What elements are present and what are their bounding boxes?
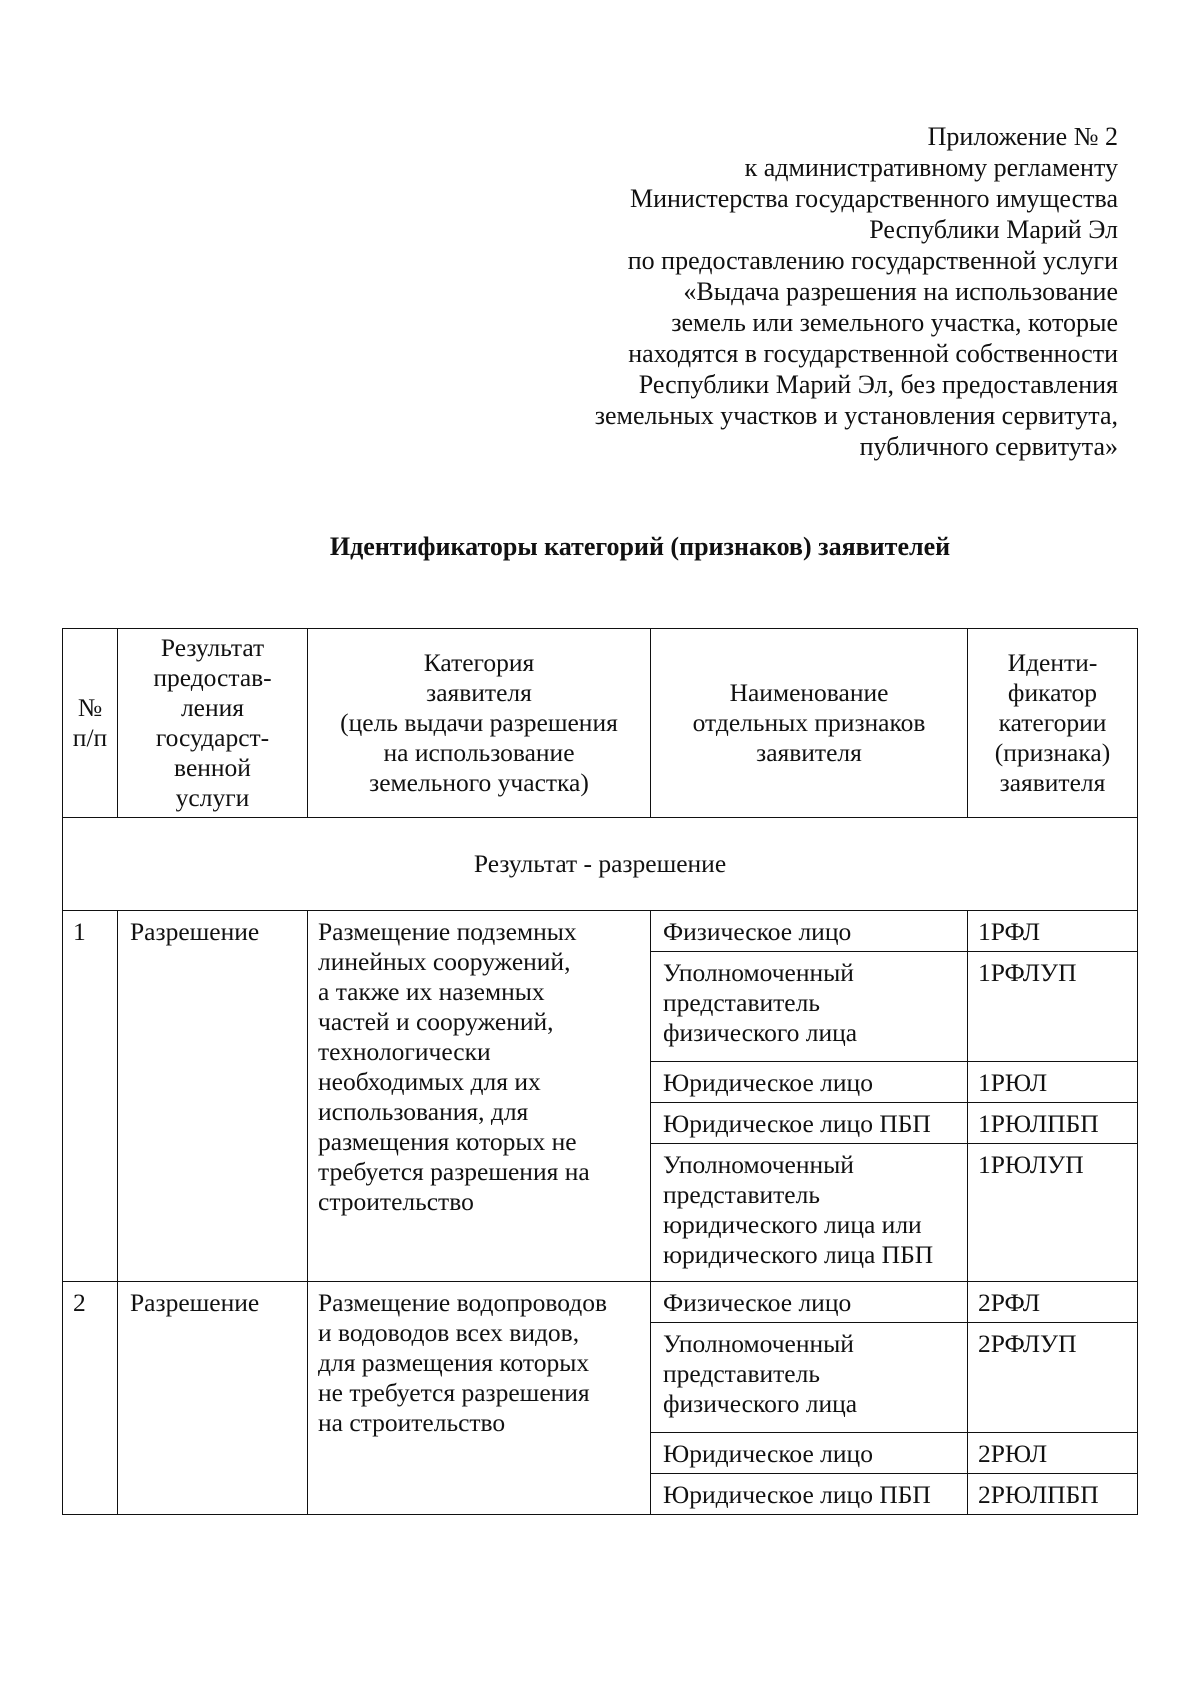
appendix-line: земель или земельного участка, которые xyxy=(671,308,1118,337)
appendix-line: Республики Марий Эл xyxy=(869,215,1118,244)
row-attribute: Уполномоченный представитель физического лица xyxy=(651,952,968,1062)
section-row xyxy=(63,818,1138,911)
row-attribute: Уполномоченный представитель юридического лица или юридического лица ПБП xyxy=(651,1144,968,1282)
row-attribute: Юридическое лицо xyxy=(651,1062,968,1103)
row-identifier: 1РФЛУП xyxy=(968,952,1138,1062)
row-identifier: 1РФЛ xyxy=(968,911,1138,952)
table-row xyxy=(63,911,1138,952)
header-num: № п/п xyxy=(63,629,118,818)
row-identifier: 1РЮЛ xyxy=(968,1062,1138,1103)
appendix-line: находятся в государственной собственности xyxy=(628,339,1118,368)
appendix-line: земельных участков и установления сервитута, xyxy=(594,401,1118,430)
row-identifier: 2РЮЛПБП xyxy=(968,1474,1138,1515)
table-row xyxy=(63,1282,1138,1323)
row-identifier: 2РЮЛ xyxy=(968,1433,1138,1474)
table-header-row xyxy=(63,629,1138,818)
row-number: 1 xyxy=(63,911,118,1282)
appendix-block xyxy=(478,121,1118,462)
row-result: Разрешение xyxy=(118,1282,308,1515)
appendix-line: публичного сервитута» xyxy=(859,432,1118,461)
row-attribute: Юридическое лицо ПБП xyxy=(651,1103,968,1144)
header-result: Результат предостав- ления государст- венной услуги xyxy=(118,629,308,818)
row-identifier: 2РФЛ xyxy=(968,1282,1138,1323)
appendix-line: Республики Марий Эл, без предоставления xyxy=(638,370,1118,399)
row-category: Размещение подземных линейных сооружений, а также их наземных частей и сооружений, технологически необходимых для их использования, для размещения которых не требуется разрешения на строительство xyxy=(308,911,651,1282)
row-attribute: Физическое лицо xyxy=(651,1282,968,1323)
header-category: Категория заявителя (цель выдачи разрешения на использование земельного участка) xyxy=(308,629,651,818)
row-identifier: 1РЮЛПБП xyxy=(968,1103,1138,1144)
appendix-line: «Выдача разрешения на использование xyxy=(683,277,1118,306)
appendix-line: по предоставлению государственной услуги xyxy=(627,246,1118,275)
row-attribute: Уполномоченный представитель физического лица xyxy=(651,1323,968,1433)
row-identifier: 2РФЛУП xyxy=(968,1323,1138,1433)
identifiers-table xyxy=(62,628,1138,1515)
appendix-line: Приложение № 2 xyxy=(927,122,1118,151)
row-number: 2 xyxy=(63,1282,118,1515)
row-attribute: Юридическое лицо ПБП xyxy=(651,1474,968,1515)
section-label: Результат - разрешение xyxy=(63,818,1138,911)
row-result: Разрешение xyxy=(118,911,308,1282)
row-category: Размещение водопроводов и водоводов всех видов, для размещения которых не требуется разрешения на строительство xyxy=(308,1282,651,1515)
row-attribute: Физическое лицо xyxy=(651,911,968,952)
appendix-line: к административному регламенту xyxy=(744,153,1118,182)
document-title: Идентификаторы категорий (признаков) заявителей xyxy=(329,532,951,561)
appendix-line: Министерства государственного имущества xyxy=(629,184,1118,213)
header-identifier: Иденти- фикатор категории (признака) заявителя xyxy=(968,629,1138,818)
row-attribute: Юридическое лицо xyxy=(651,1433,968,1474)
header-attributes: Наименование отдельных признаков заявителя xyxy=(651,629,968,818)
row-identifier: 1РЮЛУП xyxy=(968,1144,1138,1282)
